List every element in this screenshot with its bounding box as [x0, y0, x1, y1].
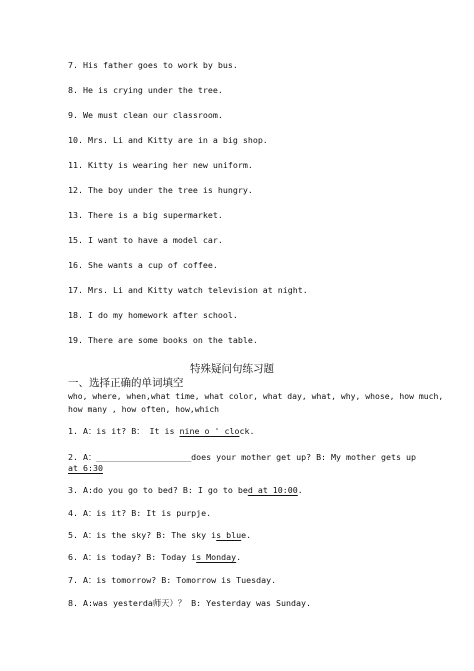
- exercise-7: 7. A：is tomorrow? B: Tomorrow is Tuesday.: [68, 575, 277, 585]
- exercise-2-answer: at 6:30: [68, 463, 103, 473]
- sentence-13: 13. There is a big supermarket.: [68, 210, 223, 220]
- exercise-1-text: 1. A：is it? B： It is: [68, 426, 180, 436]
- sentence-18: 18. I do my homework after school.: [68, 310, 238, 320]
- exercise-3: [68, 485, 303, 496]
- exercise-6-answer: s Monday: [196, 552, 237, 562]
- exercise-5-text: 5. A：is the sky? B: The sky i: [68, 530, 217, 540]
- exercise-5-end: e.: [241, 530, 252, 540]
- exercise-5-answer: s blu: [216, 530, 242, 540]
- exercise-4: 4. A：is it? B: It is purpje.: [68, 508, 212, 518]
- sentence-8: 8. He is crying under the tree.: [68, 85, 223, 95]
- sentence-15: 15. I want to have a model car.: [68, 235, 223, 245]
- exercise-6: [68, 552, 241, 563]
- exercise-8: 8. A:was yesterda师天）？ B: Yesterday was Sunday.: [68, 598, 311, 608]
- section-subtitle: 一、选择正确的单词填空: [68, 377, 184, 389]
- sentence-10: 10. Mrs. Li and Kitty are in a big shop.: [68, 135, 268, 145]
- sentence-9: 9. We must clean our classroom.: [68, 110, 223, 120]
- section-title: 特殊疑问句练习题: [190, 363, 274, 375]
- sentence-16: 16. She wants a cup of coffee.: [68, 260, 218, 270]
- exercise-6-text: 6. A：is today? B: Today i: [68, 552, 197, 562]
- sentence-12: 12. The boy under the tree is hungry.: [68, 185, 253, 195]
- exercise-5: [68, 530, 251, 541]
- exercise-1-answer: nine o ' clo: [179, 426, 240, 436]
- exercise-2: 2. A：___________________does your mother get up? B: My mother gets up: [68, 452, 416, 462]
- exercise-3-end: .: [297, 485, 303, 495]
- sentence-19: 19. There are some books on the table.: [68, 335, 258, 345]
- exercise-6-end: .: [236, 552, 242, 562]
- word-bank: who, where, when,what time, what color, what day, what, why, whose, how much, how many , how often, how,which: [68, 391, 444, 414]
- sentence-11: 11. Kitty is wearing her new uniform.: [68, 160, 253, 170]
- sentence-7: 7. His father goes to work by bus.: [68, 60, 238, 70]
- sentence-17: 17. Mrs. Li and Kitty watch television at night.: [68, 285, 308, 295]
- exercise-3-answer: d at 10:00: [247, 485, 298, 495]
- exercise-3-text: 3. A:do you go to bed? B: I go to be: [68, 485, 248, 495]
- exercise-1-end: ck.: [239, 426, 255, 436]
- exercise-1: [68, 426, 254, 437]
